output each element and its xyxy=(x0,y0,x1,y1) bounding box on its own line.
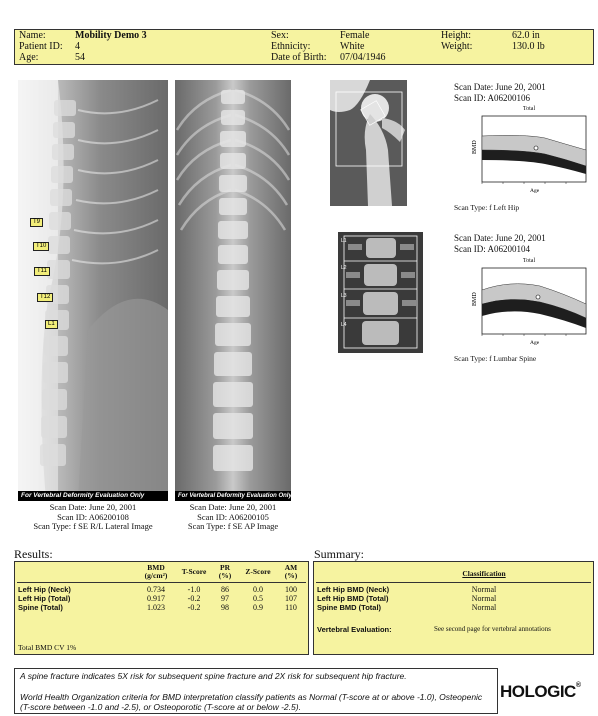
footnote-line-2: World Health Organization criteria for BMD interpretation classify patients as Normal (T-score at or above -1.0), Osteopenic (T-score between -1.0 and -2.5), or Osteoporotic (T-score at or below -2.5). xyxy=(20,691,483,712)
hip-scan-type: Scan Type: f Left Hip xyxy=(454,203,520,212)
table-cell-am: 100 xyxy=(285,585,297,594)
summary-row-value: Normal xyxy=(471,594,497,603)
vertebral-evaluation-value: See second page for vertebral annotations xyxy=(434,625,551,633)
ap-scan-date: Scan Date: June 20, 2001 xyxy=(189,502,277,512)
vertebra-label-t11: T11 xyxy=(34,267,50,276)
table-cell-bmd: 0.917 xyxy=(147,594,165,603)
results-header-bmd: BMD (g/cm²) xyxy=(144,563,168,580)
table-cell-bmd: 1.023 xyxy=(147,603,165,612)
summary-row-value: Normal xyxy=(471,585,497,594)
age-value: 54 xyxy=(75,52,85,63)
results-header-tscore: T-Score xyxy=(181,567,207,576)
lumbar-graphic xyxy=(338,232,423,353)
patient-id-label: Patient ID: xyxy=(19,41,63,52)
hip-scan-date: Scan Date: June 20, 2001 xyxy=(454,82,546,92)
results-title: Results: xyxy=(14,547,53,561)
level-label-l4: L4 xyxy=(341,322,347,328)
age-label: Age: xyxy=(19,52,39,63)
dob-label: Date of Birth: xyxy=(271,52,327,63)
ap-banner: For Vertebral Deformity Evaluation Only xyxy=(175,491,291,501)
level-label-l3: L3 xyxy=(341,293,347,299)
table-cell-am: 107 xyxy=(285,594,297,603)
lateral-scan-id: Scan ID: A06200108 xyxy=(57,511,129,522)
spine-scan-type: Scan Type: f Lumbar Spine xyxy=(454,354,537,363)
results-header-zscore: Z-Score xyxy=(245,567,271,576)
hologic-logo xyxy=(500,682,581,702)
summary-row-label: Left Hip BMD (Total) xyxy=(317,594,389,603)
hip-image xyxy=(330,80,407,206)
weight-label: Weight: xyxy=(441,41,473,52)
level-label-l2: L2 xyxy=(341,265,347,271)
table-cell-tscore: -1.0 xyxy=(187,585,201,594)
table-cell-zscore: 0.0 xyxy=(253,585,263,594)
summary-row-label: Spine BMD (Total) xyxy=(317,603,382,612)
spine-chart-title: Total xyxy=(522,258,536,264)
table-cell-pr: 98 xyxy=(221,603,229,612)
table-row-label: Spine (Total) xyxy=(18,603,63,612)
height-label: Height: xyxy=(441,30,471,41)
vertebra-label-t9: T9 xyxy=(30,218,43,227)
table-cell-pr: 97 xyxy=(221,594,229,603)
classification-header: Classification xyxy=(462,569,506,578)
table-cell-bmd: 0.734 xyxy=(147,585,165,594)
vertebra-label-t12: T12 xyxy=(37,293,53,302)
table-cell-zscore: 0.5 xyxy=(253,594,263,603)
ethnicity-label: Ethnicity: xyxy=(271,41,311,52)
hip-chart-title: Total xyxy=(522,106,536,112)
table-row-label: Left Hip (Total) xyxy=(18,594,71,603)
summary-row-label: Left Hip BMD (Neck) xyxy=(317,585,390,594)
results-divider xyxy=(17,582,306,583)
table-cell-am: 110 xyxy=(285,603,297,612)
ap-scan-type: Scan Type: f SE AP Image xyxy=(187,521,279,531)
total-bmd-cv: Total BMD CV 1% xyxy=(18,643,77,652)
table-row-label: Left Hip (Neck) xyxy=(18,585,71,594)
patient-id-value: 4 xyxy=(75,41,80,52)
vertebral-evaluation-label: Vertebral Evaluation: xyxy=(317,625,392,634)
vertebra-label-l1: L1 xyxy=(45,320,58,329)
spine-scan-id: Scan ID: A06200104 xyxy=(454,244,530,254)
hip-graphic xyxy=(330,80,407,206)
summary-divider xyxy=(316,582,591,583)
hip-scan-id: Scan ID: A06200106 xyxy=(454,93,530,103)
results-header-pr: PR (%) xyxy=(218,563,232,580)
table-cell-tscore: -0.2 xyxy=(187,603,201,612)
footnote-line-1: A spine fracture indicates 5X risk for subsequent spine fracture and 2X risk for subsequent hip fracture. xyxy=(20,671,407,681)
results-header-am: AM (%) xyxy=(284,563,298,580)
footnote-box xyxy=(14,668,498,714)
sex-label: Sex: xyxy=(271,30,289,41)
hip-chart-ylabel: BMD xyxy=(472,140,478,154)
vertebra-label-t10: T10 xyxy=(33,242,49,251)
registered-mark: ® xyxy=(575,682,581,689)
spine-scan-date: Scan Date: June 20, 2001 xyxy=(454,233,546,243)
height-value: 62.0 in xyxy=(512,30,540,41)
sex-value: Female xyxy=(340,30,370,41)
spine-chart-xlabel: Age xyxy=(530,340,540,346)
summary-table xyxy=(313,561,594,655)
lateral-spine-image xyxy=(18,80,168,500)
weight-value: 130.0 lb xyxy=(512,41,545,52)
lateral-caption xyxy=(18,503,168,532)
level-label-l1: L1 xyxy=(341,238,347,244)
hip-reference-chart xyxy=(470,114,588,194)
spine-reference-chart xyxy=(470,266,588,346)
dob-value: 07/04/1946 xyxy=(340,52,386,63)
lateral-banner: For Vertebral Deformity Evaluation Only xyxy=(18,491,168,501)
table-cell-pr: 86 xyxy=(221,585,229,594)
lateral-scan-type: Scan Type: f SE R/L Lateral Image xyxy=(33,521,153,531)
ap-caption xyxy=(172,503,294,532)
summary-row-value: Normal xyxy=(471,603,497,612)
spine-chart-ylabel: BMD xyxy=(472,292,478,306)
table-cell-tscore: -0.2 xyxy=(187,594,201,603)
ap-spine-image xyxy=(175,80,291,500)
logo-text: HOLOGIC xyxy=(500,682,576,701)
table-cell-zscore: 0.9 xyxy=(253,603,263,612)
ap-scan-id: Scan ID: A06200105 xyxy=(197,511,269,522)
summary-title: Summary: xyxy=(314,547,364,561)
hip-chart-xlabel: Age xyxy=(530,188,540,194)
results-table xyxy=(14,561,309,655)
lateral-scan-date: Scan Date: June 20, 2001 xyxy=(49,502,137,512)
ethnicity-value: White xyxy=(340,41,365,52)
lumbar-image xyxy=(338,232,423,353)
name-value: Mobility Demo 3 xyxy=(75,30,147,41)
patient-header xyxy=(14,29,594,65)
name-label: Name: xyxy=(19,30,46,41)
lateral-spine-graphic xyxy=(18,80,168,500)
ap-spine-graphic xyxy=(175,80,291,500)
